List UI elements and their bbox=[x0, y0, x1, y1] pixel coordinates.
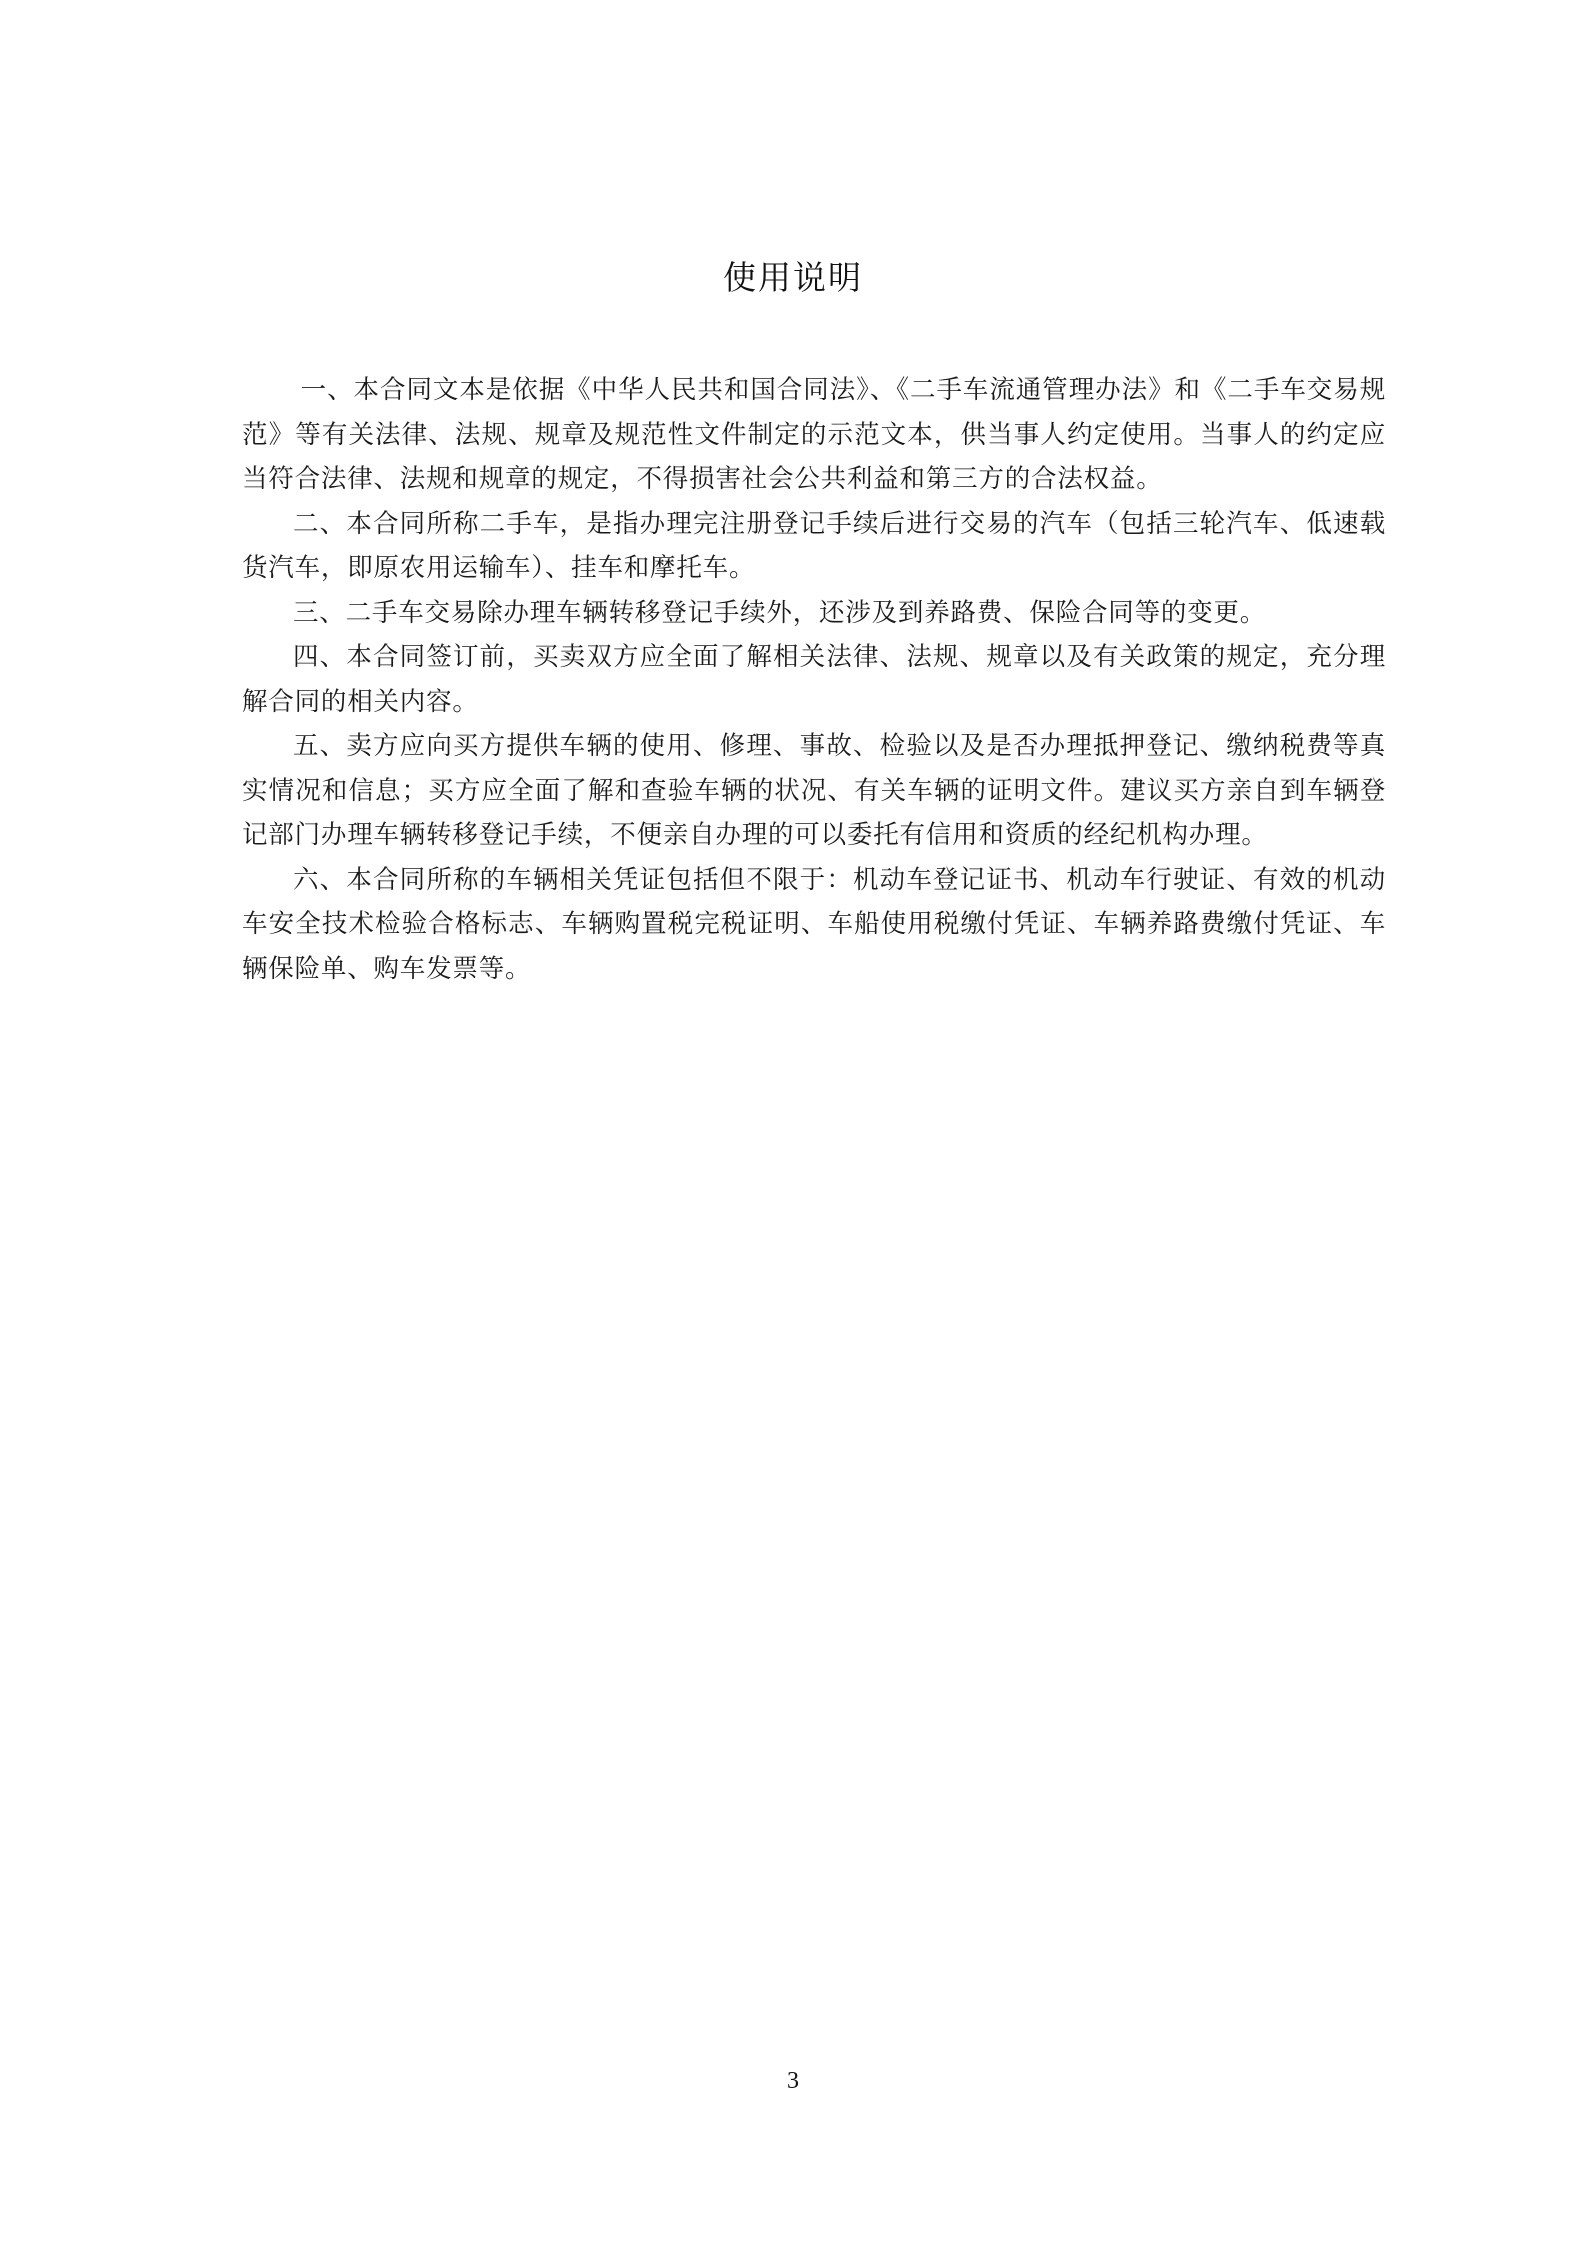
paragraph-3: 三、二手车交易除办理车辆转移登记手续外，还涉及到养路费、保险合同等的变更。 bbox=[293, 597, 1267, 628]
paragraph-2: 二、本合同所称二手车，是指办理完注册登记手续后进行交易的汽车（包括三轮汽车、低速载货汽车，即原农用运输车）、挂车和摩托车。 bbox=[242, 508, 1386, 583]
document-body bbox=[242, 368, 1386, 991]
paragraph-1: 一、本合同文本是依据《中华人民共和国合同法》、《二手车流通管理办法》和《二手车交易规范》等有关法律、法规、规章及规范性文件制定的示范文本，供当事人约定使用。当事人的约定应当符合法律、法规和规章的规定，不得损害社会公共利益和第三方的合法权益。 bbox=[242, 375, 1386, 494]
page-title: 使用说明 bbox=[723, 258, 863, 297]
paragraph-6: 六、本合同所称的车辆相关凭证包括但不限于：机动车登记证书、机动车行驶证、有效的机动车安全技术检验合格标志、车辆购置税完税证明、车船使用税缴付凭证、车辆养路费缴付凭证、车辆保险单、购车发票等。 bbox=[242, 864, 1386, 984]
paragraph-4: 四、本合同签订前，买卖双方应全面了解相关法律、法规、规章以及有关政策的规定，充分理解合同的相关内容。 bbox=[242, 642, 1386, 717]
paragraph-5: 五、卖方应向买方提供车辆的使用、修理、事故、检验以及是否办理抵押登记、缴纳税费等真实情况和信息；买方应全面了解和查验车辆的状况、有关车辆的证明文件。建议买方亲自到车辆登记部门办理车辆转移登记手续，不便亲自办理的可以委托有信用和资质的经纪机构办理。 bbox=[242, 731, 1386, 850]
page-number: 3 bbox=[787, 2068, 799, 2094]
